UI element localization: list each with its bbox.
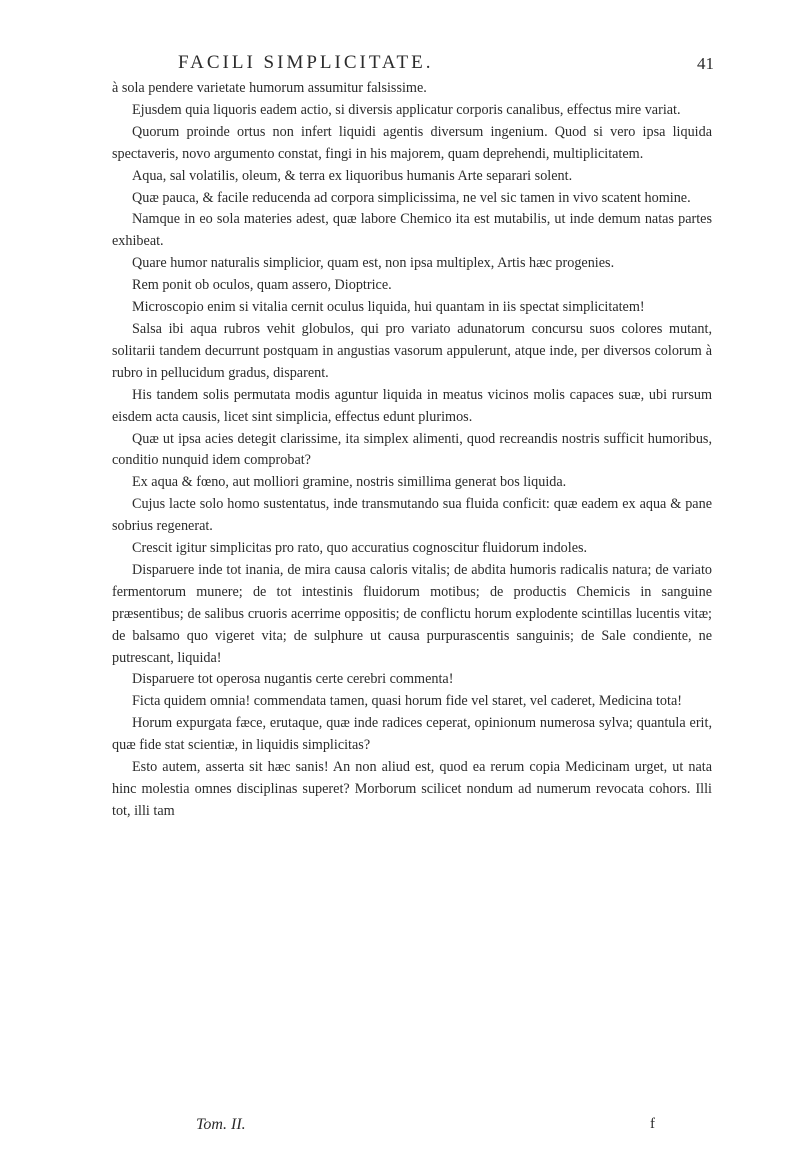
- paragraph: Aqua, sal volatilis, oleum, & terra ex liquoribus humanis Arte separari solent.: [132, 167, 573, 184]
- paragraph: Microscopio enim si vitalia cernit oculus liquida, hui quantam in iis spectat simplicitatem!: [132, 299, 645, 316]
- paragraph: à sola pendere varietate humorum assumitur falsissime.: [112, 80, 427, 96]
- running-head: [0, 52, 800, 78]
- paragraph: Rem ponit ob oculos, quam assero, Dioptrice.: [132, 277, 392, 294]
- paragraph: His tandem solis permutata modis aguntur liquida in meatus vicinos molis capaces suæ, ubi rursum eisdem acta causis, licet sint simplicia, effectus edunt plurimos.: [112, 386, 712, 425]
- paragraph: Quare humor naturalis simplicior, quam est, non ipsa multiplex, Artis hæc progenies.: [132, 255, 615, 272]
- paragraph: Horum expurgata fæce, erutaque, quæ inde radices ceperat, opinionum numerosa sylva; quantula erit, quæ fide stat scientiæ, in liquidis simplicitas?: [112, 715, 712, 754]
- page-number: 41: [697, 54, 714, 73]
- paragraph: Ejusdem quia liquoris eadem actio, si diversis applicatur corporis canalibus, effectus mire variat.: [132, 101, 681, 118]
- paragraph: Disparuere tot operosa nugantis certe cerebri commenta!: [132, 671, 454, 688]
- paragraph: Namque in eo sola materies adest, quæ labore Chemico ita est mutabilis, ut inde demum natas partes exhibeat.: [112, 211, 712, 250]
- paragraph: Salsa ibi aqua rubros vehit globulos, qui pro variato adunatorum concursu suos colores mutant, solitarii tandem decurrunt postquam in angustias vasorum appulerunt, atque inde, per diversos colorum à rubro in pellucidum gradus, disparent.: [112, 320, 712, 381]
- page-footer: [0, 1116, 800, 1138]
- paragraph: Quorum proinde ortus non infert liquidi agentis diversum ingenium. Quod si vero ipsa liquida spectaveris, novo argumento constat, fingi in his majorem, quam deprehendi, multiplicitatem.: [112, 123, 712, 162]
- paragraph: Ex aqua & fœno, aut molliori gramine, nostris simillima generat bos liquida.: [132, 474, 567, 491]
- paragraph: Disparuere inde tot inania, de mira causa caloris vitalis; de abdita humoris radicalis natura; de variato fermentorum munere; de tot intestinis fluidorum motibus; de productis Chemicis in sanguine præsentibus; de salibus cruoris acerrime oppositis; de conflictu horum explodente scintillas lucentis vitæ; de balsamo quo vigeret vita; de sulphure ut causa purpurascentis sanguinis; de Sale condiente, ne putrescant, liquida!: [112, 561, 712, 666]
- paragraph: Esto autem, asserta sit hæc sanis! An non aliud est, quod ea rerum copia Medicinam urget, ut nata hinc molestia omnes disciplinas superet? Morborum scilicet nondum ad numerum revocata cohors. Illi tot, illi tam: [112, 759, 712, 819]
- paragraph: Cujus lacte solo homo sustentatus, inde transmutando sua fluida conficit: quæ eadem ex aqua & pane sobrius regenerat.: [112, 496, 712, 535]
- body-text: [112, 78, 712, 823]
- signature-mark: Tom. II.: [196, 1116, 246, 1133]
- running-title: FACILI SIMPLICITATE.: [178, 52, 434, 73]
- paragraph: Quæ pauca, & facile reducenda ad corpora simplicissima, ne vel sic tamen in vivo scatent homine.: [132, 189, 691, 206]
- paragraph: Quæ ut ipsa acies detegit clarissime, ita simplex alimenti, quod recreandis nostris sufficit humoribus, conditio nunquid idem comprobat?: [112, 430, 712, 469]
- catchword: f: [650, 1116, 655, 1132]
- paragraph: Crescit igitur simplicitas pro rato, quo accuratius cognoscitur fluidorum indoles.: [132, 540, 588, 557]
- paragraph: Ficta quidem omnia! commendata tamen, quasi horum fide vel staret, vel caderet, Medicina tota!: [132, 693, 682, 710]
